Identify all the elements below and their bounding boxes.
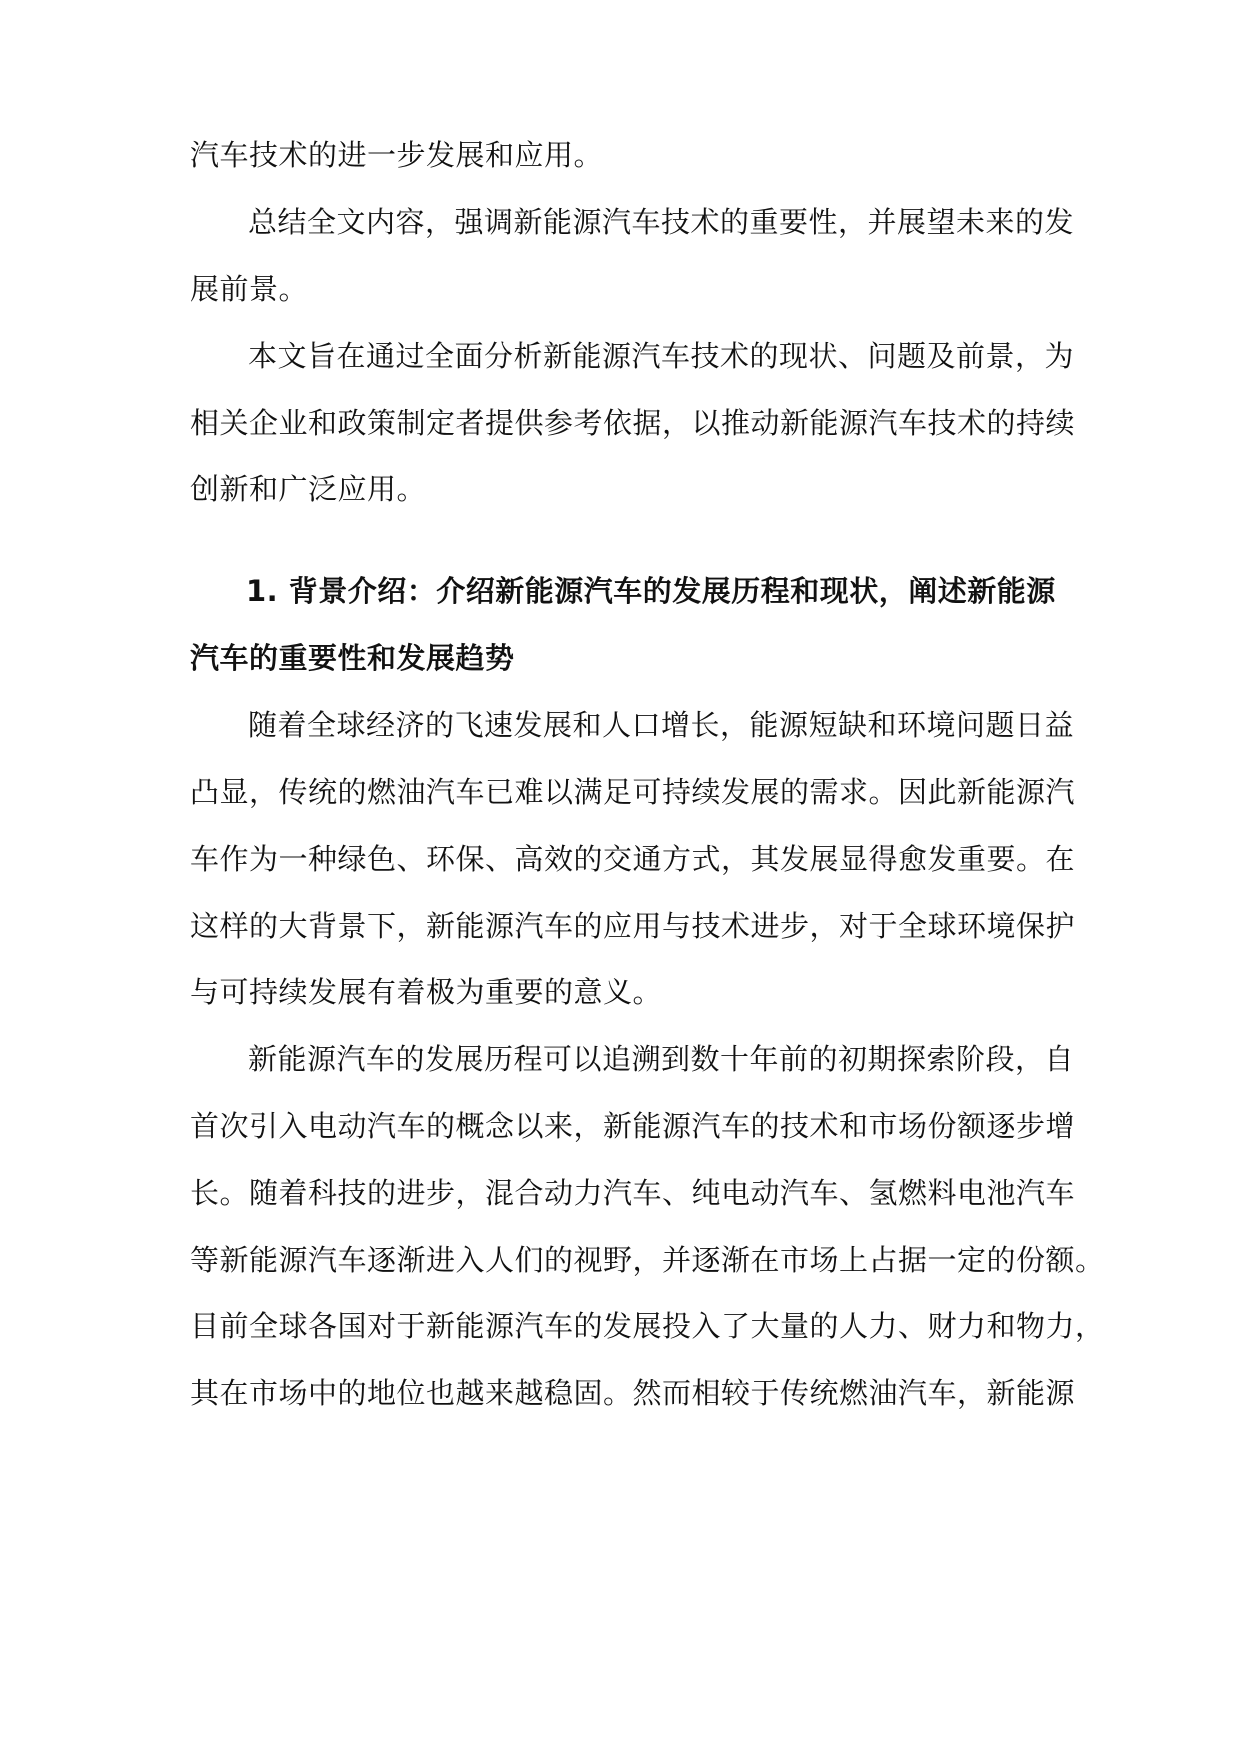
body-text-line: 其在市场中的地位也越来越稳固。然而相较于传统燃油汽车，新能源 — [190, 1376, 1076, 1410]
body-text-line: 车作为一种绿色、环保、高效的交通方式，其发展显得愈发重要。在 — [190, 842, 1076, 876]
body-text-line: 本文旨在通过全面分析新能源汽车技术的现状、问题及前景，为 — [248, 339, 1075, 373]
body-text-line: 汽车技术的进一步发展和应用。 — [190, 138, 604, 172]
body-text-line: 总结全文内容，强调新能源汽车技术的重要性，并展望未来的发 — [248, 205, 1075, 239]
body-text-line: 凸显，传统的燃油汽车已难以满足可持续发展的需求。因此新能源汽 — [190, 775, 1076, 809]
body-text-line: 展前景。 — [190, 272, 309, 306]
body-text-line: 等新能源汽车逐渐进入人们的视野，并逐渐在市场上占据一定的份额。 — [190, 1243, 1105, 1277]
body-text-line: 相关企业和政策制定者提供参考依据，以推动新能源汽车技术的持续 — [190, 406, 1076, 440]
body-text-line: 这样的大背景下，新能源汽车的应用与技术进步，对于全球环境保护 — [190, 909, 1076, 943]
section-heading-line: 1. 背景介绍：介绍新能源汽车的发展历程和现状，阐述新能源 — [246, 574, 1056, 608]
body-text-line: 目前全球各国对于新能源汽车的发展投入了大量的人力、财力和物力， — [190, 1309, 1105, 1343]
body-text-line: 创新和广泛应用。 — [190, 472, 427, 506]
body-text-line: 随着全球经济的飞速发展和人口增长，能源短缺和环境问题日益 — [248, 708, 1075, 742]
section-heading-line: 汽车的重要性和发展趋势 — [190, 641, 515, 675]
body-text-line: 首次引入电动汽车的概念以来，新能源汽车的技术和市场份额逐步增 — [190, 1109, 1076, 1143]
body-text-line: 与可持续发展有着极为重要的意义。 — [190, 975, 663, 1009]
body-text-line: 长。随着科技的进步，混合动力汽车、纯电动汽车、氢燃料电池汽车 — [190, 1176, 1076, 1210]
body-text-line: 新能源汽车的发展历程可以追溯到数十年前的初期探索阶段，自 — [248, 1042, 1075, 1076]
